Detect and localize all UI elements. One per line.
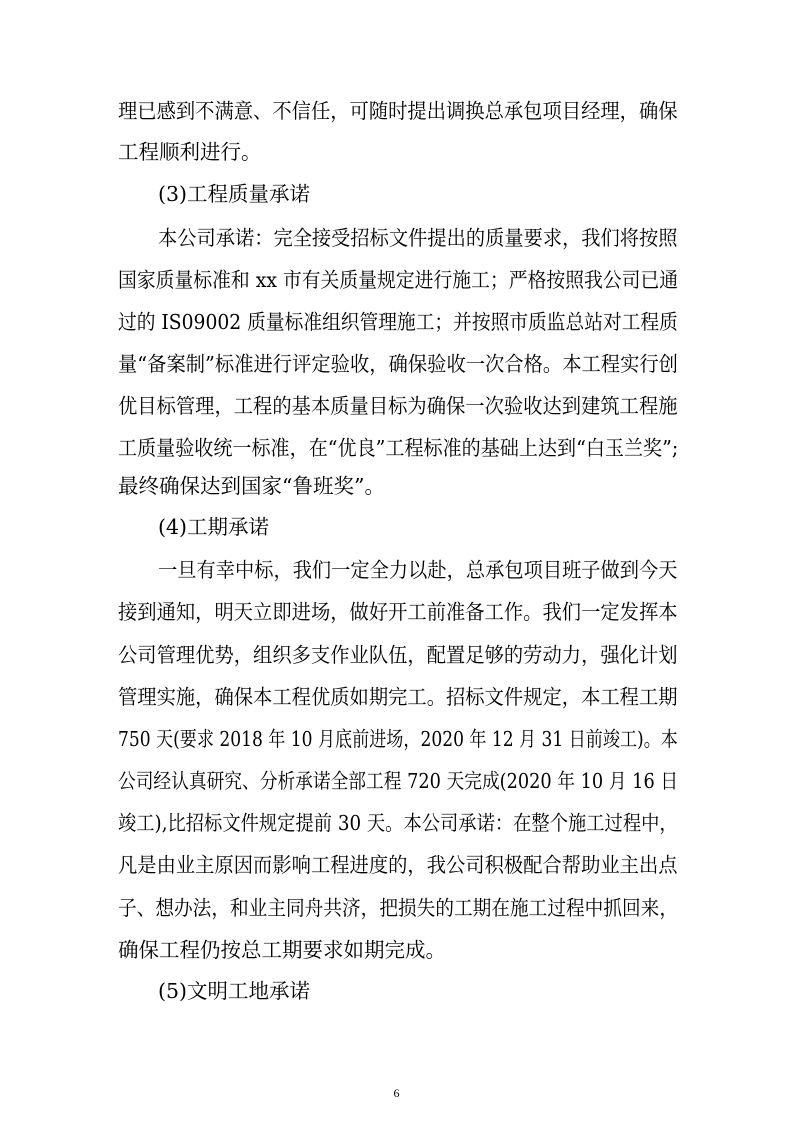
- text-line: 工质量验收统一标准，在“优良”工程标准的基础上达到“白玉兰奖”;: [118, 436, 679, 460]
- text-line: 公司经认真研究、分析承诺全部工程 720 天完成(2020 年 10 月 16 日: [118, 769, 679, 793]
- text-line: 750 天(要求 2018 年 10 月底前进场，2020 年 12 月 31 日前竣工)。本: [118, 727, 678, 751]
- text-line: 子、想办法，和业主同舟共济，把损失的工期在施工过程中抓回来，: [118, 896, 679, 920]
- text-line: 理已感到不满意、不信任，可随时提出调换总承包项目经理，确保: [118, 99, 678, 123]
- text-line: 确保工程仍按总工期要求如期完成。: [118, 938, 446, 962]
- text-line: 接到通知，明天立即进场，做好开工前准备工作。我们一定发挥本: [118, 600, 678, 624]
- text-line: 竣工),比招标文件规定提前 30 天。本公司承诺：在整个施工过程中，: [118, 811, 678, 835]
- text-line: 工程顺利进行。: [118, 140, 262, 164]
- text-line: 凡是由业主原因而影响工程进度的，我公司积极配合帮助业主出点: [118, 853, 678, 877]
- text-line: 最终确保达到国家“鲁班奖”。: [118, 474, 385, 498]
- text-line: 量“备案制”标准进行评定验收，确保验收一次合格。本工程实行创: [118, 352, 678, 376]
- text-line: 过的 IS09002 质量标准组织管理施工；并按照市质监总站对工程质: [118, 310, 678, 334]
- section-heading: (5)文明工地承诺: [158, 979, 311, 1003]
- text-line: 国家质量标准和 xx 市有关质量规定进行施工；严格按照我公司已通: [118, 268, 679, 292]
- text-line: 管理实施，确保本工程优质如期完工。招标文件规定，本工程工期: [118, 685, 678, 709]
- section-heading: (4)工期承诺: [158, 515, 270, 539]
- text-line: 公司管理优势，组织多支作业队伍，配置足够的劳动力，强化计划: [118, 643, 678, 667]
- text-line: 优目标管理，工程的基本质量目标为确保一次验收达到建筑工程施: [118, 394, 678, 418]
- text-line: 一旦有幸中标，我们一定全力以赴，总承包项目班子做到今天: [158, 558, 678, 582]
- page-number: 6: [393, 1086, 400, 1100]
- text-line: 本公司承诺：完全接受招标文件提出的质量要求，我们将按照: [158, 226, 678, 250]
- section-heading: (3)工程质量承诺: [158, 182, 311, 206]
